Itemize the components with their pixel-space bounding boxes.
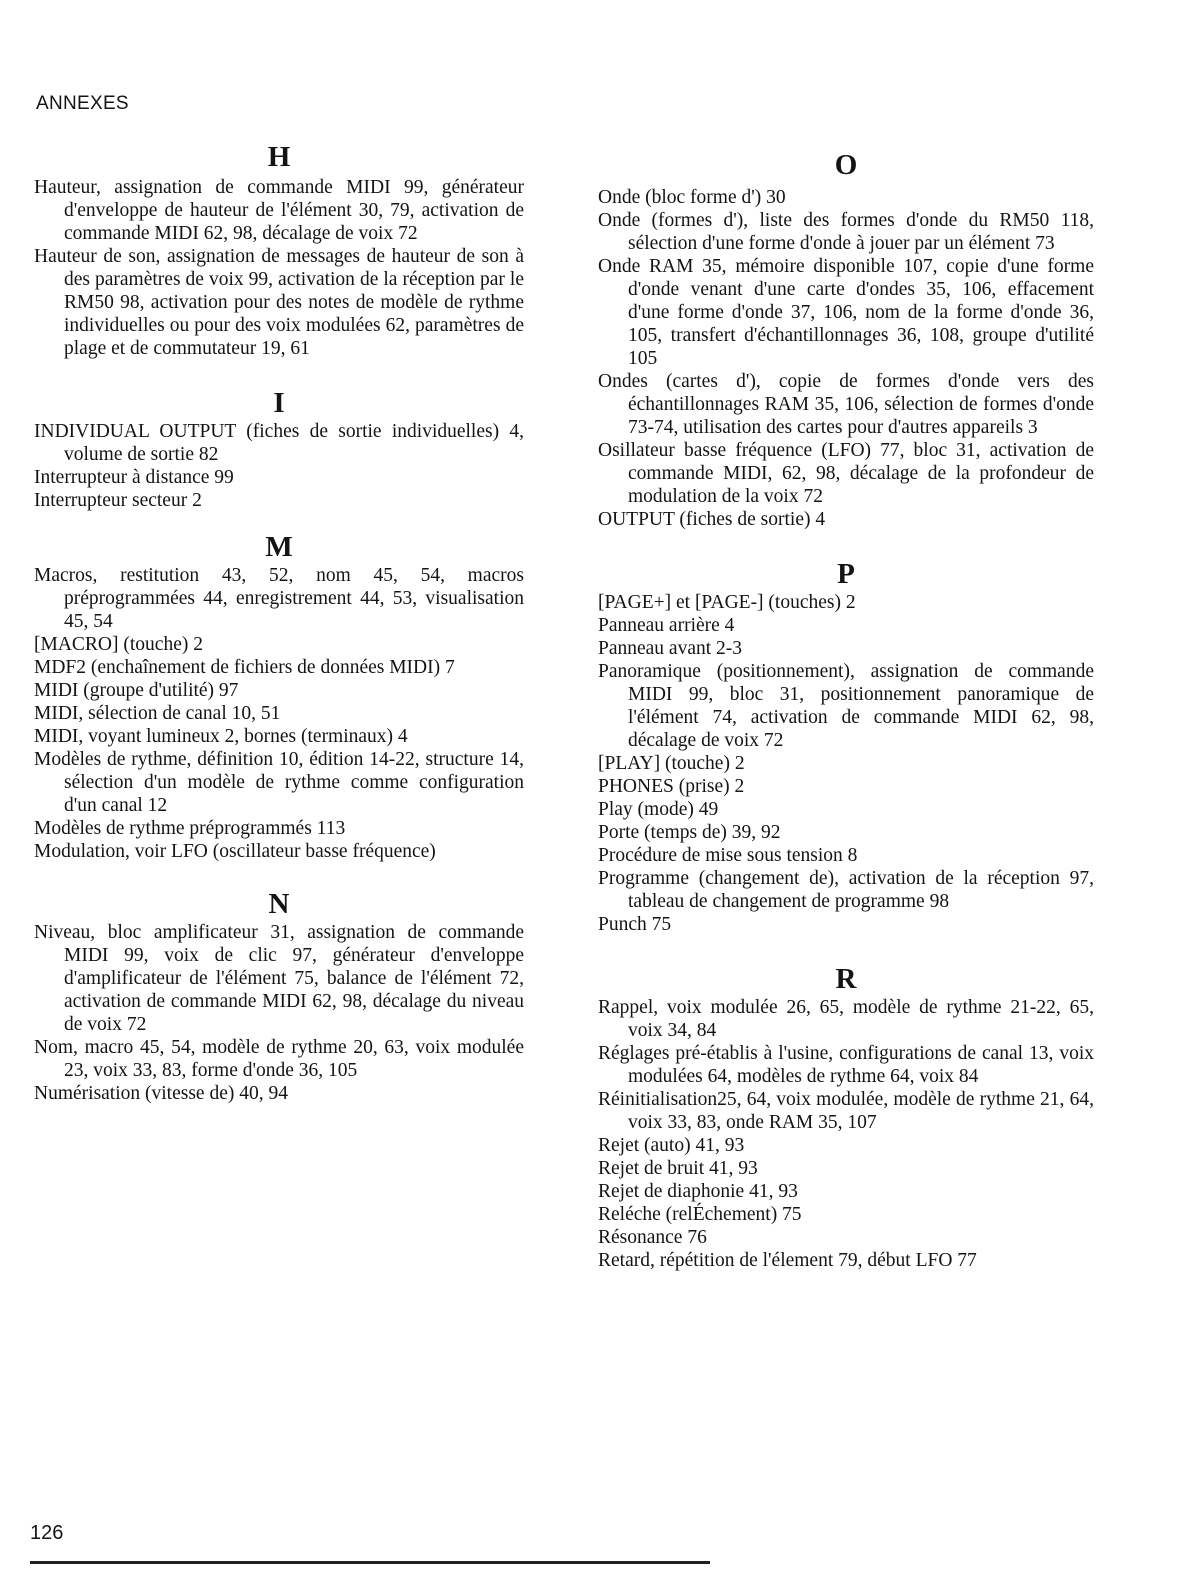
index-entry: Nom, macro 45, 54, modèle de rythme 20, 63, voix modulée 23, voix 33, 83, forme d'onde 36, 105 bbox=[34, 1037, 524, 1081]
left-index-column bbox=[34, 140, 524, 1105]
index-entry: Procédure de mise sous tension 8 bbox=[598, 845, 858, 866]
index-entry: MIDI, voyant lumineux 2, bornes (terminaux) 4 bbox=[34, 726, 408, 747]
index-entry: Numérisation (vitesse de) 40, 94 bbox=[34, 1083, 288, 1104]
bottom-rule bbox=[30, 1561, 710, 1564]
index-entry: Play (mode) 49 bbox=[598, 799, 719, 820]
index-entry: Interrupteur à distance 99 bbox=[34, 467, 234, 488]
index-entry: INDIVIDUAL OUTPUT (fiches de sortie individuelles) 4, volume de sortie 82 bbox=[34, 421, 524, 465]
index-entry: Onde (bloc forme d') 30 bbox=[598, 187, 786, 208]
index-entry: PHONES (prise) 2 bbox=[598, 776, 745, 797]
index-entry: MIDI (groupe d'utilité) 97 bbox=[34, 680, 239, 701]
index-entry: Rejet (auto) 41, 93 bbox=[598, 1135, 745, 1156]
index-entry: MIDI, sélection de canal 10, 51 bbox=[34, 703, 281, 724]
index-section-p bbox=[598, 557, 1094, 936]
running-header: ANNEXES bbox=[36, 93, 129, 114]
index-entry: Macros, restitution 43, 52, nom 45, 54, macros préprogrammées 44, enregistrement 44, 53, visualisation 45, 54 bbox=[34, 565, 524, 632]
index-entry: Panneau arrière 4 bbox=[598, 615, 735, 636]
index-section-m bbox=[34, 530, 524, 863]
index-section-n bbox=[34, 887, 524, 1105]
index-entry: Punch 75 bbox=[598, 914, 672, 935]
index-entry: Modèles de rythme préprogrammés 113 bbox=[34, 818, 346, 839]
index-section-r bbox=[598, 962, 1094, 1272]
section-letter-p: P bbox=[837, 558, 855, 590]
index-section-h bbox=[34, 140, 524, 360]
index-entry: Osillateur basse fréquence (LFO) 77, bloc 31, activation de commande MIDI, 62, 98, décalage de la profondeur de modulation de la voix 72 bbox=[598, 440, 1094, 507]
index-entry: Réglages pré-établis à l'usine, configurations de canal 13, voix modulées 64, modèles de rythme 64, voix 84 bbox=[598, 1043, 1094, 1087]
index-entry: Interrupteur secteur 2 bbox=[34, 490, 202, 511]
index-entry: Hauteur, assignation de commande MIDI 99, générateur d'enveloppe de hauteur de l'élément 30, 79, activation de commande MIDI 62, 98, décalage de voix 72 bbox=[34, 177, 524, 244]
index-entry: Onde (formes d'), liste des formes d'onde du RM50 118, sélection d'une forme d'onde à jouer par un élément 73 bbox=[598, 210, 1094, 254]
index-entry: [PAGE+] et [PAGE-] (touches) 2 bbox=[598, 592, 856, 613]
index-entry: Rappel, voix modulée 26, 65, modèle de rythme 21-22, 65, voix 34, 84 bbox=[598, 997, 1094, 1041]
page-number: 126 bbox=[30, 1522, 64, 1544]
section-letter-i: I bbox=[273, 387, 285, 419]
index-entry: Rejet de bruit 41, 93 bbox=[598, 1158, 758, 1179]
section-letter-m: M bbox=[265, 531, 293, 563]
index-entry: MDF2 (enchaînement de fichiers de données MIDI) 7 bbox=[34, 657, 455, 678]
section-letter-n: N bbox=[268, 888, 290, 920]
index-entry: Résonance 76 bbox=[598, 1227, 707, 1248]
index-entry: Panneau avant 2-3 bbox=[598, 638, 743, 659]
index-section-i bbox=[34, 386, 524, 512]
index-entry: [MACRO] (touche) 2 bbox=[34, 634, 203, 655]
section-letter-h: H bbox=[267, 141, 291, 173]
index-entry: Réinitialisation25, 64, voix modulée, modèle de rythme 21, 64, voix 33, 83, onde RAM 35, 107 bbox=[598, 1089, 1094, 1133]
index-entry: Retard, répétition de l'élement 79, début LFO 77 bbox=[598, 1250, 977, 1271]
right-index-column bbox=[598, 140, 1094, 1272]
index-entry: [PLAY] (touche) 2 bbox=[598, 753, 745, 774]
index-entry: Modulation, voir LFO (oscillateur basse fréquence) bbox=[34, 841, 436, 862]
index-section-o bbox=[598, 148, 1094, 531]
index-entry: Modèles de rythme, définition 10, édition 14-22, structure 14, sélection d'un modèle de rythme comme configuration d'un canal 12 bbox=[34, 749, 524, 816]
index-entry: Rejet de diaphonie 41, 93 bbox=[598, 1181, 798, 1202]
section-letter-r: R bbox=[835, 963, 857, 995]
index-entry: Programme (changement de), activation de la réception 97, tableau de changement de programme 98 bbox=[598, 868, 1094, 912]
index-entry: Niveau, bloc amplificateur 31, assignation de commande MIDI 99, voix de clic 97, générateur d'enveloppe d'amplificateur de l'élément 75, balance de l'élément 72, activation de commande MIDI 62, 98, décalage du niveau de voix 72 bbox=[34, 922, 524, 1035]
index-entry: Onde RAM 35, mémoire disponible 107, copie d'une forme d'onde venant d'une carte d'ondes 35, 106, effacement d'une forme d'onde 37, 106, nom de la forme d'onde 36, 105, transfert d'échantillonnages 36, 108, groupe d'utilité 105 bbox=[598, 256, 1094, 369]
index-entry: Panoramique (positionnement), assignation de commande MIDI 99, bloc 31, positionnement panoramique de l'élément 74, activation de commande MIDI 62, 98, décalage de voix 72 bbox=[598, 661, 1094, 751]
section-letter-o: O bbox=[834, 149, 858, 181]
index-entry: OUTPUT (fiches de sortie) 4 bbox=[598, 509, 826, 530]
index-entry: Hauteur de son, assignation de messages de hauteur de son à des paramètres de voix 99, activation de la réception par le RM50 98, activation pour des notes de modèle de rythme individuelles ou pour des voix modulées 62, paramètres de plage et de commutateur 19, 61 bbox=[34, 246, 524, 359]
index-entry: Reléche (relÉchement) 75 bbox=[598, 1204, 802, 1225]
index-entry: Porte (temps de) 39, 92 bbox=[598, 822, 781, 843]
index-entry: Ondes (cartes d'), copie de formes d'onde vers des échantillonnages RAM 35, 106, sélection de formes d'onde 73-74, utilisation des cartes pour d'autres appareils 3 bbox=[598, 371, 1094, 438]
